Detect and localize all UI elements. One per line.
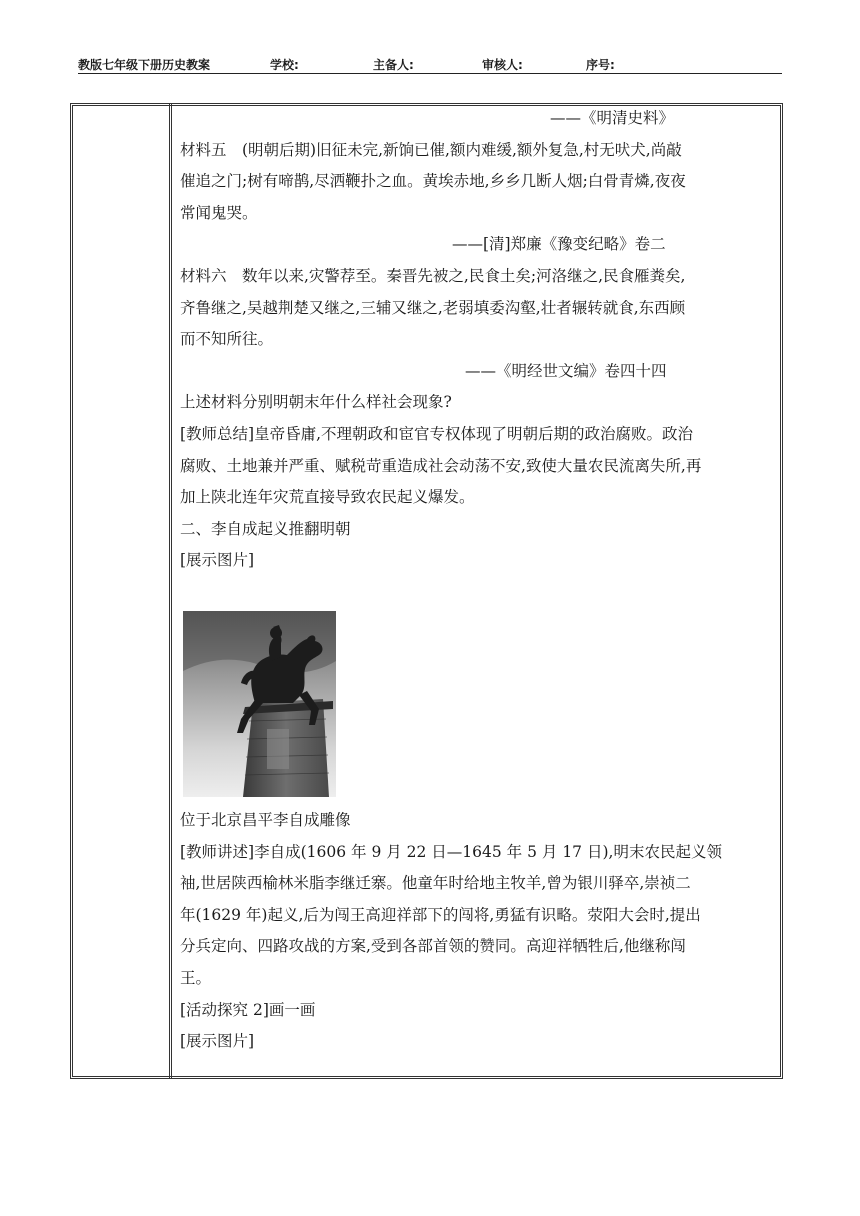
material-5-line: 材料五 (明朝后期)旧征未完,新饷已催,额内难缓,额外复急,村无吠犬,尚敲	[180, 140, 682, 159]
preparer-label: 主备人:	[373, 58, 414, 72]
table-column-divider	[169, 103, 172, 1079]
number-label: 序号:	[586, 58, 615, 72]
teacher-lecture-line: 年(1629 年)起义,后为闯王高迎祥部下的闯将,勇猛有识略。荥阳大会时,提出	[180, 905, 701, 924]
material-5-line: 催追之门;树有啼鹊,尽洒鞭扑之血。黄埃赤地,乡乡几断人烟;白骨青燐,夜夜	[180, 172, 686, 191]
photo-caption: 位于北京昌平李自成雕像	[180, 811, 351, 829]
teacher-lecture-line: 袖,世居陕西榆林米脂李继迁寨。他童年时给地主牧羊,曾为银川驿卒,崇祯二	[180, 874, 691, 893]
source-citation: ——《明经世文编》卷四十四	[465, 361, 667, 380]
reviewer-label: 审核人:	[482, 58, 523, 72]
teacher-summary-line: 腐败、土地兼并严重、赋税苛重造成社会动荡不安,致使大量农民流离失所,再	[180, 456, 702, 475]
source-citation: ——《明清史料》	[550, 109, 675, 127]
photo-caption-block	[180, 805, 770, 1058]
teacher-lecture-line: 王。	[180, 968, 212, 987]
page-header	[78, 52, 778, 74]
show-picture-label: [展示图片]	[180, 551, 255, 570]
material-6-line: 而不知所往。	[180, 330, 274, 349]
header-rule	[78, 73, 782, 74]
activity-heading: [活动探究 2]画一画	[180, 1000, 316, 1019]
lesson-content-cell	[180, 103, 770, 577]
material-6-line: 齐鲁继之,吴越荆楚又继之,三辅又继之,老弱填委沟壑,壮者辗转就食,东西顾	[180, 298, 686, 317]
teacher-lecture-line: [教师讲述]李自成(1606 年 9 月 22 日—1645 年 5 月 17 日),明末农民起义领	[180, 842, 722, 861]
material-6-line: 材料六 数年以来,灾警荐至。秦晋先被之,民食土矣;河洛继之,民食雁粪矣,	[180, 266, 686, 285]
teacher-summary-line: 加上陕北连年灾荒直接导致农民起义爆发。	[180, 488, 475, 507]
show-picture-label: [展示图片]	[180, 1032, 255, 1051]
teacher-lecture-line: 分兵定向、四路攻战的方案,受到各部首领的赞同。高迎祥牺牲后,他继称闯	[180, 937, 686, 956]
material-5-line: 常闻鬼哭。	[180, 203, 258, 222]
document-title: 教版七年级下册历史教案	[78, 58, 211, 72]
question-text: 上述材料分别明朝末年什么样社会现象?	[180, 393, 452, 412]
source-citation: ——[清]郑廉《豫变纪略》卷二	[452, 235, 666, 254]
li-zicheng-statue-photo	[183, 611, 336, 797]
section-heading: 二、李自成起义推翻明朝	[180, 519, 351, 538]
school-label: 学校:	[270, 58, 299, 72]
teacher-summary-line: [教师总结]皇帝昏庸,不理朝政和宦官专权体现了明朝后期的政治腐败。政治	[180, 424, 694, 443]
